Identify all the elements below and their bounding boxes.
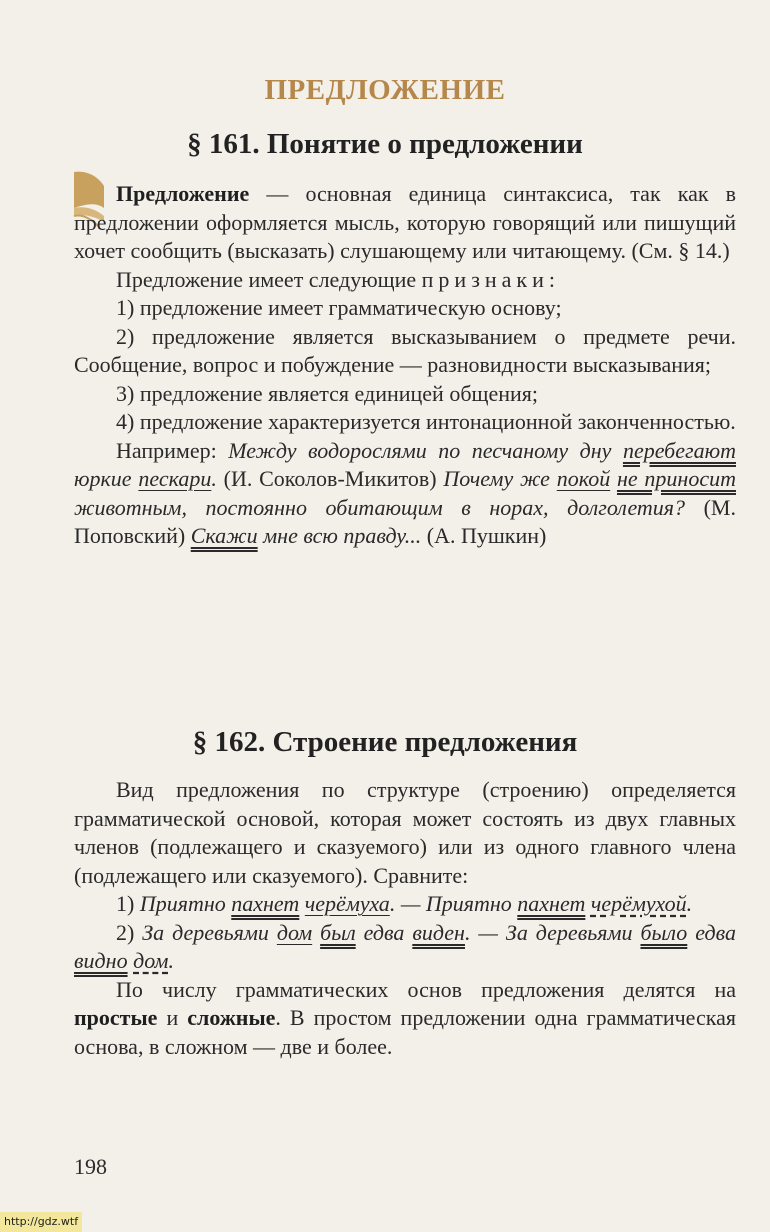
structure-paragraph: Вид предложения по структуре (строению) определяется грамматической основой, которая может состоять из двух главных членов (подлежащего и сказуемого) или из одного главного члена (подлежащего или сказуемого). Сравните: <box>74 777 736 888</box>
example-2-text-d: . — За деревьями <box>464 919 641 945</box>
compare-example-1 <box>74 890 736 919</box>
example-1-predicate: пахнет <box>231 891 300 916</box>
example-1-predicate-2: пахнет <box>517 891 586 916</box>
term-simple: простые <box>74 1005 158 1030</box>
feature-item-3: 3) предложение является единицей общения; <box>116 380 539 406</box>
example-1-object: черёмухой <box>590 891 687 916</box>
example-3-author: (А. Пушкин) <box>421 523 547 548</box>
examples-paragraph <box>74 437 736 551</box>
example-1-text-b: юркие <box>74 466 139 491</box>
section-161-body <box>74 180 736 551</box>
example-2-object: дом <box>133 948 169 973</box>
example-1-end: . <box>686 891 693 916</box>
example-2-predicate-2: виден <box>412 919 465 945</box>
example-2-number: 2) <box>116 919 143 945</box>
section-162-body <box>74 776 736 1061</box>
example-1-predicate: перебегают <box>622 437 736 463</box>
example-2-predicate-4: видно <box>74 948 128 973</box>
example-2-text-c: едва <box>355 919 413 945</box>
example-2-space <box>610 466 617 491</box>
feature-item-2: 2) предложение является высказыванием о предмете речи. Сообщение, вопрос и побуждение — разновидности высказывания; <box>74 323 736 377</box>
example-1-text-c: . <box>211 466 217 491</box>
example-1-subject: черёмуха <box>304 891 390 916</box>
example-2-space <box>312 920 320 945</box>
definition-term: Предложение <box>116 181 250 206</box>
example-1-number: 1) <box>116 891 140 916</box>
example-2-author: (М. Поповский) <box>74 494 736 548</box>
definition-paragraph <box>74 180 736 266</box>
classification-text-a: По числу грамматических основ предложения делятся на <box>116 976 736 1002</box>
watermark-url[interactable]: http://gdz.wtf <box>0 1212 82 1232</box>
example-1-text-a: Приятно <box>139 891 232 916</box>
feature-item-4: 4) предложение характеризуется интонационной законченностью. <box>116 409 736 434</box>
example-2-text-a: За деревьями <box>142 919 277 945</box>
example-2-predicate: не приносит <box>616 466 736 491</box>
example-2-subject: дом <box>276 919 313 945</box>
feature-item-1: 1) предложение имеет грамматическую основу; <box>116 295 562 320</box>
section-161-title: § 161. Понятие о предложении <box>187 128 583 160</box>
features-colon: : <box>548 266 556 292</box>
example-1-text-a: Между водорослями по песчаному дну <box>228 437 623 463</box>
example-1-text-c: . — Приятно <box>389 891 518 916</box>
example-2-predicate-1: был <box>320 919 356 945</box>
example-2-text-a: Почему же <box>443 466 557 491</box>
classification-text-b: и <box>157 1005 188 1030</box>
classification-text-c: . В простом предложении одна грамматическая основа, в сложном — две и более. <box>74 1005 737 1059</box>
examples-intro: Например: <box>116 437 229 463</box>
definition-text: — основная единица синтаксиса, так как в предложении оформляется мысль, которую говорящий или пишущий хочет сообщить (высказать) слушающему или читающему. (См. § 14.) <box>74 181 736 263</box>
example-2-end: . <box>168 948 174 973</box>
example-1-subject: пескари <box>138 466 212 491</box>
features-intro <box>74 266 736 295</box>
example-3-text: мне всю правду... <box>257 523 422 548</box>
chapter-title: ПРЕДЛОЖЕНИЕ <box>264 74 506 106</box>
section-162-title: § 162. Строение предложения <box>192 726 578 758</box>
classification-paragraph <box>74 976 736 1062</box>
term-complex: сложные <box>187 1005 276 1030</box>
compare-example-2 <box>74 919 736 976</box>
example-2-subject: покой <box>556 466 611 491</box>
example-1-author: (И. Соколов-Микитов) <box>216 466 444 491</box>
example-2-predicate-3: было <box>640 919 688 945</box>
page-number: 198 <box>74 1154 107 1179</box>
example-2-text-e: едва <box>687 919 736 945</box>
example-2-text-c: животным, постоянно обитающим в норах, долголетия? <box>74 494 686 520</box>
features-spaced-word: признаки <box>421 266 549 292</box>
example-3-predicate: Скажи <box>190 523 258 548</box>
features-lead: Предложение имеет следующие <box>116 266 422 292</box>
